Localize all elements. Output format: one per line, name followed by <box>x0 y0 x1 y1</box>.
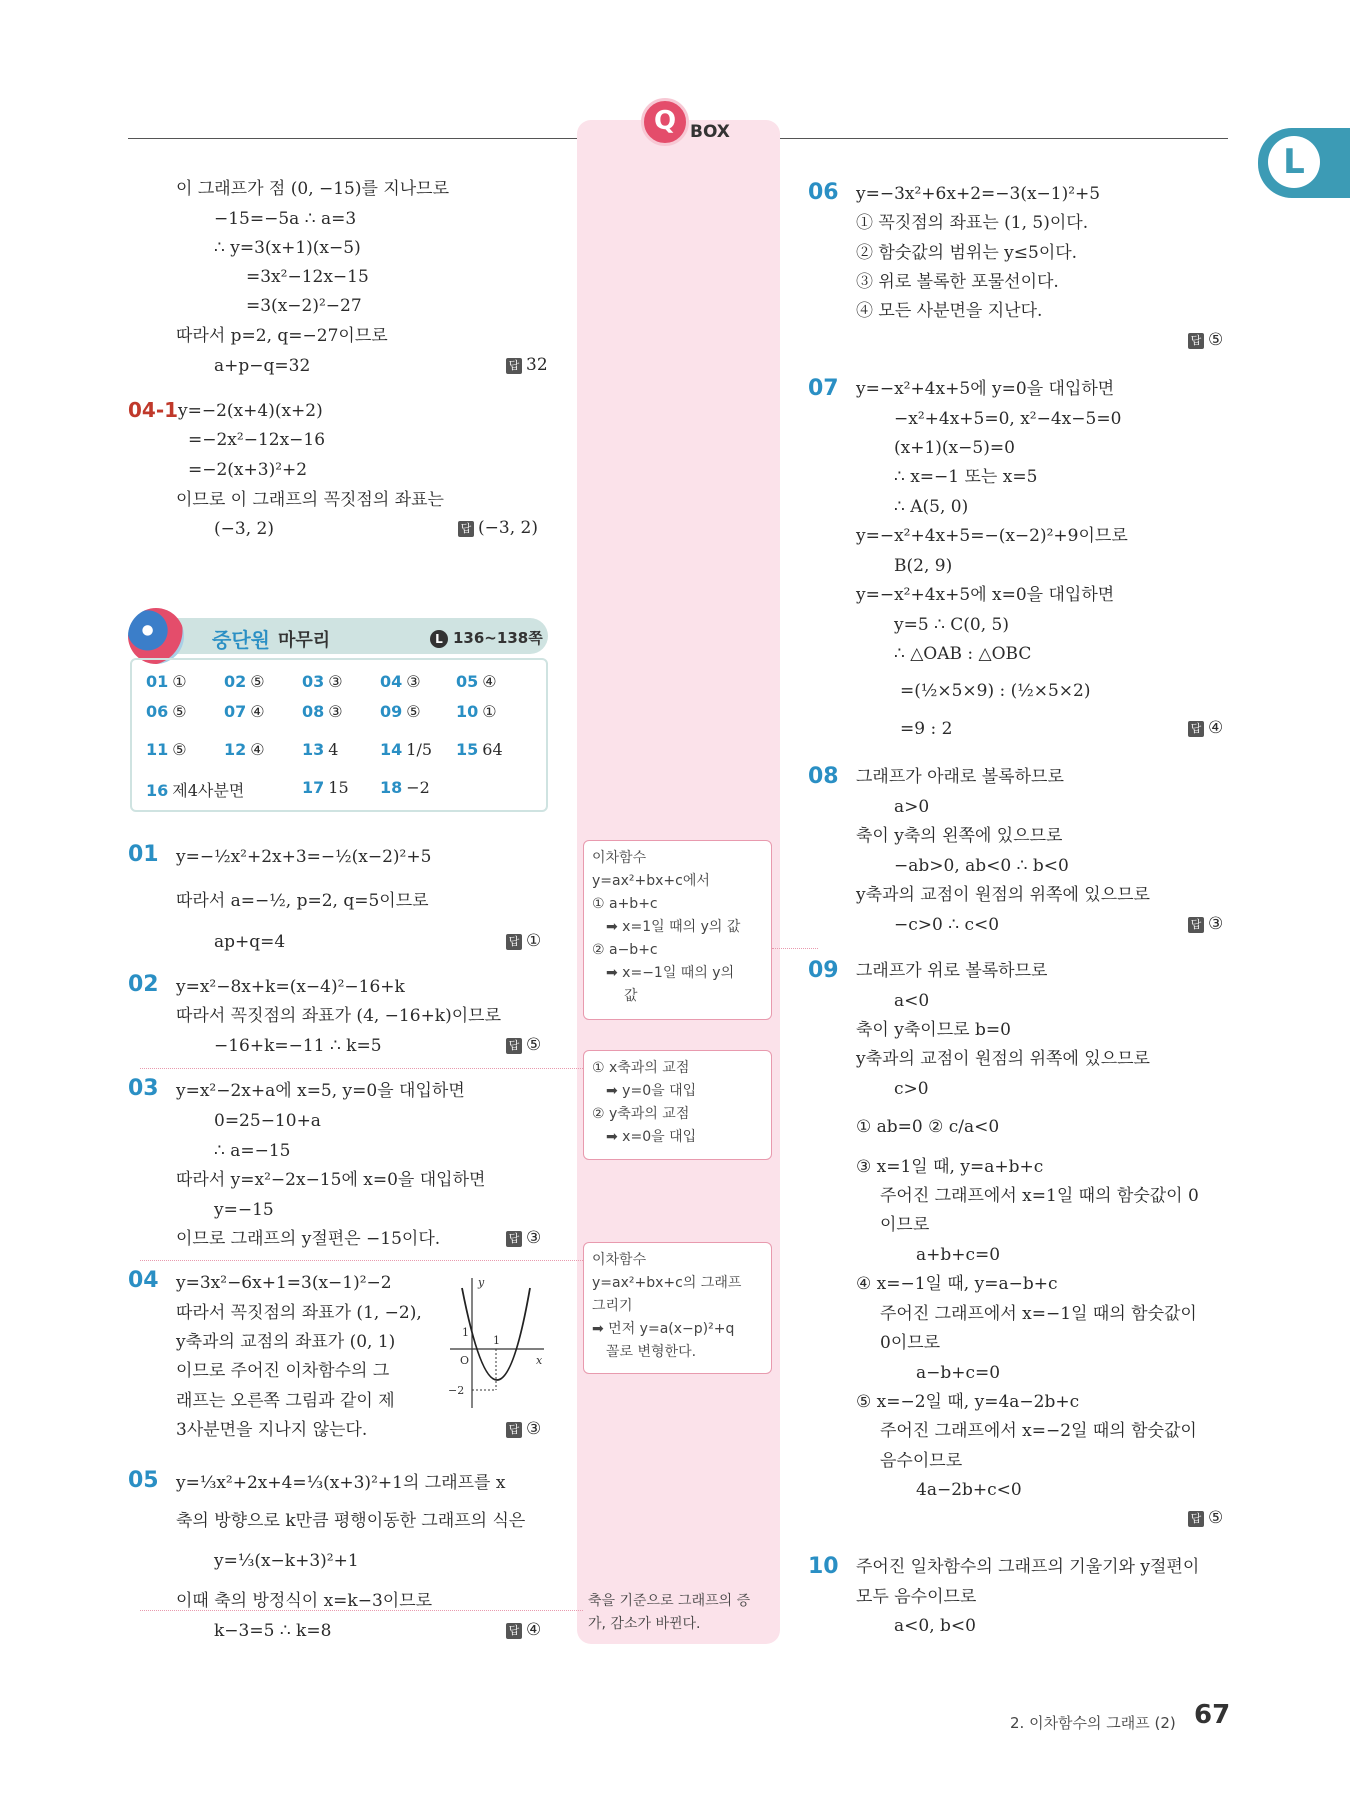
summary-answer: 06 ⑤ <box>146 702 187 721</box>
answer-mark: 답 32 <box>506 355 548 375</box>
text-line: y축과의 교점이 원점의 위쪽에 있으므로 <box>856 885 1150 905</box>
text-line: y=5 ∴ C(0, 5) <box>894 615 1009 635</box>
text-line: y축과의 교점의 좌표가 (0, 1) <box>176 1332 396 1352</box>
text-line: ∴ A(5, 0) <box>894 497 969 517</box>
problem-number: 04-1 <box>128 398 179 422</box>
text-line: 그래프가 위로 볼록하므로 <box>856 961 1048 981</box>
text-line: 이때 축의 방정식이 x=k−3이므로 <box>176 1591 433 1611</box>
text-line: y=⅓x²+2x+4=⅓(x+3)²+1의 그래프를 x <box>176 1473 506 1493</box>
text-line: =−2x²−12x−16 <box>188 430 326 450</box>
problem-number: 07 <box>808 376 839 401</box>
summary-subtitle: 마무리 <box>278 630 331 651</box>
text-line: 0이므로 <box>880 1333 941 1353</box>
graph-x-label: x <box>536 1354 543 1367</box>
text-line: y축과의 교점이 원점의 위쪽에 있으므로 <box>856 1049 1150 1069</box>
connector-line <box>772 948 818 949</box>
problem-number: 09 <box>808 958 839 983</box>
summary-answer: 15 64 <box>456 740 503 759</box>
text-line: (x+1)(x−5)=0 <box>894 438 1015 458</box>
text-line: ② 함숫값의 범위는 y≤5이다. <box>856 243 1078 263</box>
text-line: 모두 음수이므로 <box>856 1587 977 1607</box>
text-line: −ab>0, ab<0 ∴ b<0 <box>894 856 1069 876</box>
text-line: 0=25−10+a <box>214 1111 321 1131</box>
summary-answer: 14 1/5 <box>380 740 433 759</box>
qbox-logo: Q <box>641 98 689 146</box>
answer-mark: 답 ⑤ <box>1188 330 1223 350</box>
summary-header <box>130 618 548 654</box>
text-line: ④ x=−1일 때, y=a−b+c <box>856 1274 1058 1294</box>
text-line: 음수이므로 <box>880 1451 963 1471</box>
answer-mark: 답 ⑤ <box>1188 1508 1223 1528</box>
text-line: =−2(x+3)²+2 <box>188 460 308 480</box>
text-line: ∴ x=−1 또는 x=5 <box>894 467 1038 487</box>
text-line: 따라서 y=x²−2x−15에 x=0을 대입하면 <box>176 1170 486 1190</box>
footer-chapter: 2. 이차함수의 그래프 (2) <box>1010 1714 1176 1732</box>
text-line: 이므로 이 그래프의 꼭짓점의 좌표는 <box>176 490 444 510</box>
header-rule-left <box>128 138 578 139</box>
text-line: ① ab=0 ② c/a<0 <box>856 1117 1000 1137</box>
text-line: a−b+c=0 <box>916 1363 1001 1383</box>
text-line: 주어진 그래프에서 x=−1일 때의 함숫값이 <box>880 1304 1197 1324</box>
text-line: ③ 위로 볼록한 포물선이다. <box>856 272 1059 292</box>
summary-answer: 18 −2 <box>380 778 430 797</box>
text-line: y=−½x²+2x+3=−½(x−2)²+5 <box>176 847 432 867</box>
text-line: y=x²−8x+k=(x−4)²−16+k <box>176 977 405 997</box>
text-line: =(½×5×9) : (½×5×2) <box>900 681 1091 701</box>
tip-box-intercepts: ① x축과의 교점 ➡ y=0을 대입 ② y축과의 교점 ➡ x=0을 대입 <box>583 1050 772 1160</box>
problem-number: 04 <box>128 1268 159 1293</box>
problem-number: 01 <box>128 842 159 867</box>
answer-mark: 답 (−3, 2) <box>458 518 538 538</box>
page-number: 67 <box>1194 1700 1231 1730</box>
answer-mark: 답 ③ <box>506 1419 541 1439</box>
text-line: ③ x=1일 때, y=a+b+c <box>856 1157 1044 1177</box>
text-line: 축이 y축의 왼쪽에 있으므로 <box>856 826 1063 846</box>
tip-box-quadratic-values: 이차함수 y=ax²+bx+c에서 ① a+b+c ➡ x=1일 때의 y의 값 ② a−b+c ➡ x=−1일 때의 y의 값 <box>583 840 772 1020</box>
connector-line <box>140 1260 583 1261</box>
text-line: −c>0 ∴ c<0 <box>894 915 1000 935</box>
problem-number: 10 <box>808 1554 839 1579</box>
problem-number: 03 <box>128 1076 159 1101</box>
text-line: a<0, b<0 <box>894 1616 976 1636</box>
text-line: 3사분면을 지나지 않는다. <box>176 1420 368 1440</box>
summary-answer: 11 ⑤ <box>146 740 187 759</box>
answer-mark: 답 ③ <box>1188 914 1223 934</box>
tip-note-axis: 축을 기준으로 그래프의 증 가, 감소가 바뀐다. <box>588 1593 751 1632</box>
text-line: −x²+4x+5=0, x²−4x−5=0 <box>894 409 1122 429</box>
text-line: k−3=5 ∴ k=8 <box>214 1621 332 1641</box>
text-line: =3(x−2)²−27 <box>246 296 362 316</box>
summary-answer: 10 ① <box>456 702 497 721</box>
graph-y-intercept-label: 1 <box>462 1326 469 1339</box>
graph-origin-label: O <box>460 1354 470 1367</box>
text-line: −15=−5a ∴ a=3 <box>214 209 357 229</box>
text-line: y=−x²+4x+5=−(x−2)²+9이므로 <box>856 526 1128 546</box>
text-line: a<0 <box>894 991 930 1011</box>
text-line: ∴ y=3(x+1)(x−5) <box>214 238 361 258</box>
text-line: y=⅓(x−k+3)²+1 <box>214 1551 359 1571</box>
answer-mark: 답 ④ <box>1188 718 1223 738</box>
text-line: 축이 y축이므로 b=0 <box>856 1020 1011 1040</box>
graph-y-label: y <box>478 1276 485 1289</box>
problem-number: 08 <box>808 764 839 789</box>
text-line: ∴ △OAB : △OBC <box>894 644 1032 664</box>
summary-answer: 07 ④ <box>224 702 265 721</box>
text-line: 주어진 그래프에서 x=−2일 때의 함숫값이 <box>880 1421 1197 1441</box>
connector-line <box>140 1610 583 1611</box>
text-line: y=3x²−6x+1=3(x−1)²−2 <box>176 1273 392 1293</box>
text-line: ap+q=4 <box>214 932 286 952</box>
problem-number: 02 <box>128 972 159 997</box>
summary-answer: 03 ③ <box>302 672 343 691</box>
text-line: 따라서 꼭짓점의 좌표가 (4, −16+k)이므로 <box>176 1006 502 1026</box>
answer-mark: 답 ④ <box>506 1620 541 1640</box>
text-line: 래프는 오른쪽 그림과 같이 제 <box>176 1391 395 1411</box>
text-line: 따라서 a=−½, p=2, q=5이므로 <box>176 891 429 911</box>
text-line: y=−2(x+4)(x+2) <box>178 401 323 421</box>
text-line: ∴ a=−15 <box>214 1141 291 1161</box>
text-line: =9 : 2 <box>900 719 953 739</box>
parabola-graph <box>440 1272 548 1412</box>
text-line: 주어진 일차함수의 그래프의 기울기와 y절편이 <box>856 1557 1200 1577</box>
summary-answer: 01 ① <box>146 672 187 691</box>
text-line: =3x²−12x−15 <box>246 267 369 287</box>
header-rule-right <box>780 138 1228 139</box>
text-line: y=−x²+4x+5에 y=0을 대입하면 <box>856 379 1115 399</box>
graph-vertex-x-label: 1 <box>493 1334 500 1347</box>
summary-answer: 05 ④ <box>456 672 497 691</box>
summary-answer: 16 제4사분면 <box>146 781 245 800</box>
text-line: B(2, 9) <box>894 556 953 576</box>
text-line: a+b+c=0 <box>916 1245 1001 1265</box>
text-line: y=−3x²+6x+2=−3(x−1)²+5 <box>856 184 1101 204</box>
text-line: ④ 모든 사분면을 지난다. <box>856 301 1043 321</box>
summary-answer: 04 ③ <box>380 672 421 691</box>
summary-answer: 12 ④ <box>224 740 265 759</box>
text-line: y=x²−2x+a에 x=5, y=0을 대입하면 <box>176 1081 465 1101</box>
text-line: ⑤ x=−2일 때, y=4a−2b+c <box>856 1392 1080 1412</box>
chapter-tab-letter: L <box>1268 136 1320 188</box>
summary-pages: L 136~138쪽 <box>430 627 543 648</box>
connector-line <box>140 1068 583 1069</box>
text-line: y=−x²+4x+5에 x=0을 대입하면 <box>856 585 1115 605</box>
summary-answer: 13 4 <box>302 740 339 759</box>
text-line: 그래프가 아래로 볼록하므로 <box>856 767 1064 787</box>
answer-mark: 답 ③ <box>506 1228 541 1248</box>
problem-number: 05 <box>128 1468 159 1493</box>
graph-vertex-y-label: −2 <box>448 1384 465 1397</box>
summary-answer: 08 ③ <box>302 702 343 721</box>
summary-title: 중단원 <box>212 628 270 652</box>
text-line: ① 꼭짓점의 좌표는 (1, 5)이다. <box>856 213 1089 233</box>
text-line: (−3, 2) <box>214 519 274 539</box>
text-line: 축의 방향으로 k만큼 평행이동한 그래프의 식은 <box>176 1511 526 1531</box>
text-line: y=−15 <box>214 1200 274 1220</box>
text-line: 따라서 p=2, q=−27이므로 <box>176 326 388 346</box>
chapter-tab <box>1258 128 1350 198</box>
text-line: c>0 <box>894 1079 929 1099</box>
summary-answer: 17 15 <box>302 778 349 797</box>
text-line: 주어진 그래프에서 x=1일 때의 함숫값이 0 <box>880 1186 1199 1206</box>
summary-answer: 09 ⑤ <box>380 702 421 721</box>
tip-box-graphing: 이차함수 y=ax²+bx+c의 그래프 그리기 ➡ 먼저 y=a(x−p)²+q 꼴로 변형한다. <box>583 1242 772 1374</box>
text-line: 따라서 꼭짓점의 좌표가 (1, −2), <box>176 1303 422 1323</box>
text-line: 이므로 그래프의 y절편은 −15이다. <box>176 1229 441 1249</box>
text-line: −16+k=−11 ∴ k=5 <box>214 1036 382 1056</box>
problem-number: 06 <box>808 180 839 205</box>
text-line: 4a−2b+c<0 <box>916 1480 1022 1500</box>
qbox-label: BOX <box>690 122 730 142</box>
text-line: 이므로 <box>880 1215 930 1235</box>
text-line: 이 그래프가 점 (0, −15)를 지나므로 <box>176 179 450 199</box>
answer-mark: 답 ① <box>506 931 541 951</box>
summary-globe-icon <box>128 608 184 664</box>
summary-answer: 02 ⑤ <box>224 672 265 691</box>
text-line: a+p−q=32 <box>214 356 311 376</box>
text-line: 이므로 주어진 이차함수의 그 <box>176 1361 390 1381</box>
text-line: a>0 <box>894 797 930 817</box>
answer-mark: 답 ⑤ <box>506 1035 541 1055</box>
